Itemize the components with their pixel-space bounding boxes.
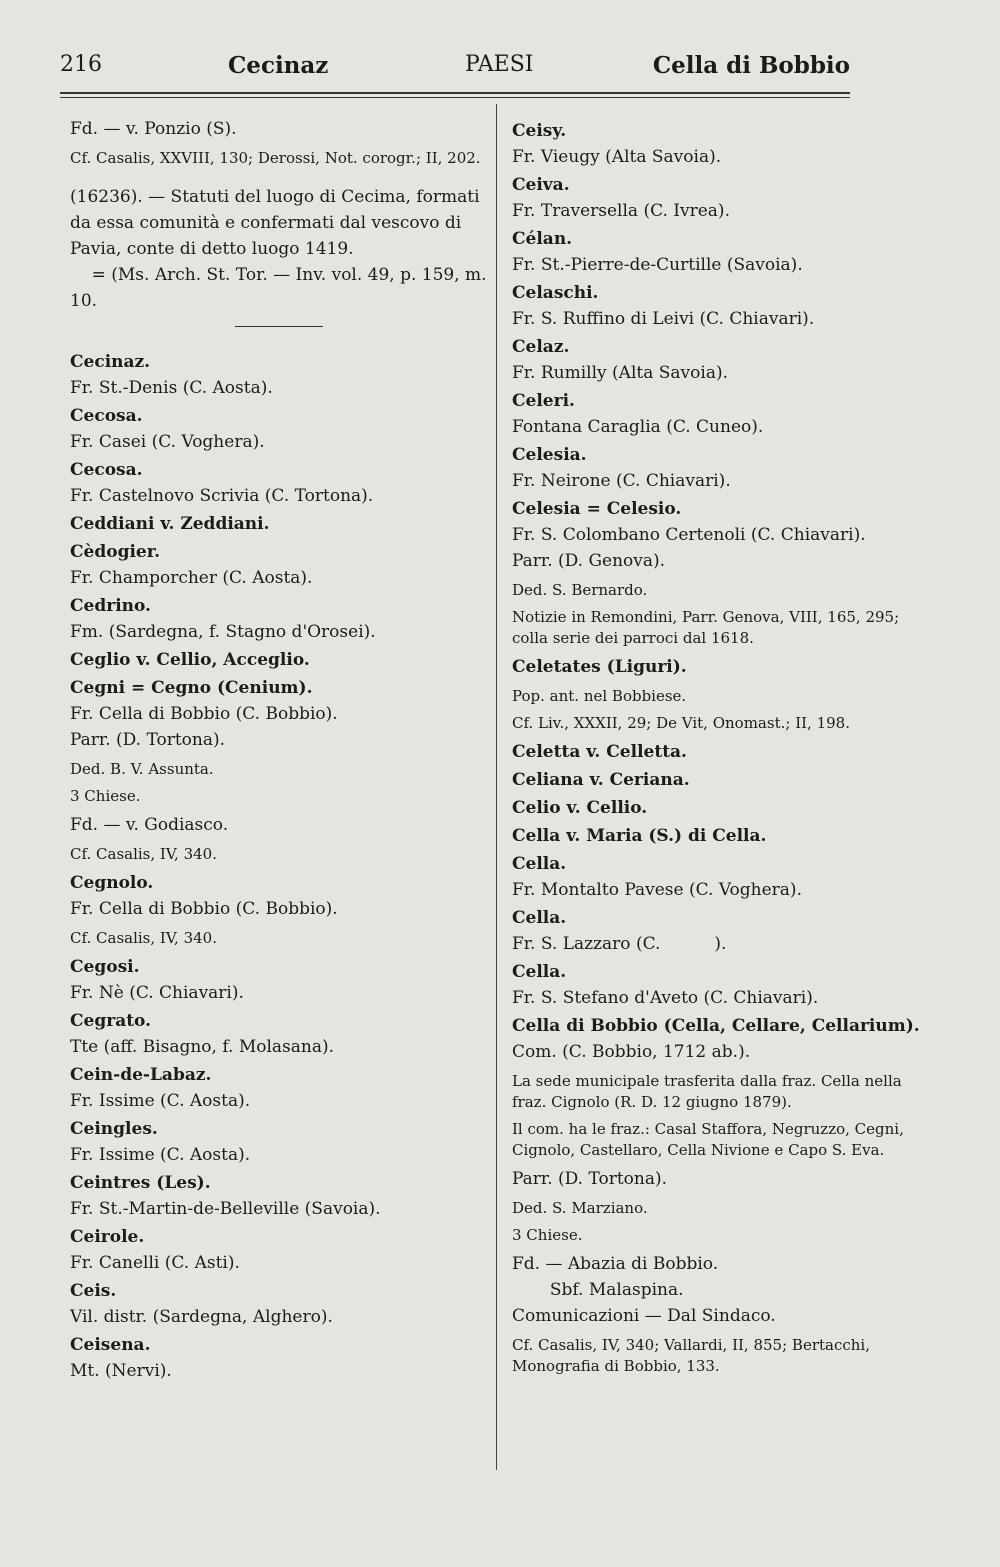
entry-headword: Celeri. — [512, 391, 575, 411]
right-column — [512, 116, 932, 1382]
entry-headword: Ceis. — [70, 1281, 117, 1301]
entry-location: (16236). — Statuti del luogo di Cecima, formati da essa comunità e confermati dal vescovo di Pavia, conte di detto luogo 1419. — [70, 187, 485, 259]
entry-headword: Cella v. Maria (S.) di Cella. — [512, 826, 767, 846]
entry-headword: Ceglio v. Cellio, Acceglio. — [70, 650, 310, 670]
entry-location: Fr. Castelnovo Scrivia (C. Tortona). — [70, 486, 374, 506]
entry-headword: Cegosi. — [70, 957, 140, 977]
running-header — [60, 52, 850, 84]
entry-headword: Cedrino. — [70, 596, 151, 616]
left-running-head: Cecinaz — [228, 52, 329, 79]
entry-headword: Cegrato. — [70, 1011, 152, 1031]
entry-location: Parr. (D. Tortona). — [70, 730, 226, 750]
entry-location: Parr. (D. Genova). — [512, 551, 666, 571]
header-rule-thin — [60, 97, 850, 98]
entry-note: Ded. S. Marziano. — [512, 1199, 648, 1217]
entry-location: Fr. St.-Martin-de-Belleville (Savoia). — [70, 1199, 381, 1219]
entry-headword: Celetta v. Celletta. — [512, 742, 687, 762]
column-divider — [496, 104, 497, 1470]
entry-detail: Parr. (D. Tortona). — [512, 1169, 668, 1189]
entry-location: = (Ms. Arch. St. Tor. — Inv. vol. 49, p. 159, m. 10. — [70, 265, 492, 311]
entry-headword: Ceintres (Les). — [70, 1173, 211, 1193]
entry-headword: Celio v. Cellio. — [512, 798, 648, 818]
page-number: 216 — [60, 52, 102, 77]
entry-headword: Ceirole. — [70, 1227, 145, 1247]
entry-location: Fr. Vieugy (Alta Savoia). — [512, 147, 722, 167]
entry-headword: Ceisena. — [70, 1335, 151, 1355]
entry-headword: Cegni = Cegno (Cenium). — [70, 678, 313, 698]
entry-location: Mt. (Nervi). — [70, 1361, 172, 1381]
entry-location: Fontana Caraglia (C. Cuneo). — [512, 417, 764, 437]
entry-note: La sede municipale trasferita dalla fraz. Cella nella fraz. Cignolo (R. D. 12 giugno 1879). — [512, 1072, 907, 1111]
entry-location: Fm. (Sardegna, f. Stagno d'Orosei). — [70, 622, 376, 642]
entry-detail: Fd. — Abazia di Bobbio. — [512, 1254, 719, 1274]
section-separator — [235, 326, 323, 327]
entry-note: 3 Chiese. — [70, 787, 141, 805]
entry-note: Cf. Casalis, XXVIII, 130; Derossi, Not. corogr.; II, 202. — [70, 149, 481, 167]
entry-location: Fr. Issime (C. Aosta). — [70, 1091, 251, 1111]
left-column — [70, 116, 492, 1384]
entry-location: Fr. S. Colombano Certenoli (C. Chiavari). — [512, 525, 866, 545]
entry-note: 3 Chiese. — [512, 1226, 583, 1244]
entry-headword: Cella di Bobbio (Cella, Cellare, Cellarium). — [512, 1016, 920, 1036]
entry-detail: Comunicazioni — Dal Sindaco. — [512, 1306, 776, 1326]
entry-headword: Celiana v. Ceriana. — [512, 770, 690, 790]
entry-headword: Ceiva. — [512, 175, 570, 195]
entry-location: Fr. Rumilly (Alta Savoia). — [512, 363, 728, 383]
entry-note: Ded. B. V. Assunta. — [70, 760, 214, 778]
entry-note: Il com. ha le fraz.: Casal Staffora, Negruzzo, Cegni, Cignolo, Castellaro, Cella Nivione e Capo S. Eva. — [512, 1120, 909, 1159]
entry-location: Fr. S. Stefano d'Aveto (C. Chiavari). — [512, 988, 819, 1008]
entry-note: Notizie in Remondini, Parr. Genova, VIII, 165, 295; colla serie dei parroci dal 1618. — [512, 608, 904, 647]
entry-location: Fr. Traversella (C. Ivrea). — [512, 201, 730, 221]
right-running-head: Cella di Bobbio — [652, 52, 850, 79]
entry-headword: Cecosa. — [70, 460, 143, 480]
entry-location: Fr. Cella di Bobbio (C. Bobbio). — [70, 704, 338, 724]
entry-location: Fr. S. Ruffino di Leivi (C. Chiavari). — [512, 309, 815, 329]
entry-location: Fr. Neirone (C. Chiavari). — [512, 471, 731, 491]
entry-location: Fr. Nè (C. Chiavari). — [70, 983, 244, 1003]
entry-note: Cf. Casalis, IV, 340. — [70, 929, 217, 947]
entry-note: Cf. Casalis, IV, 340. — [70, 845, 217, 863]
entry-detail: Sbf. Malaspina. — [512, 1280, 684, 1300]
entry-headword: Cèdogier. — [70, 542, 161, 562]
entry-headword: Cecosa. — [70, 406, 143, 426]
entry-headword: Cein-de-Labaz. — [70, 1065, 212, 1085]
entry-location: Fr. Casei (C. Voghera). — [70, 432, 265, 452]
entry-headword: Ceisy. — [512, 121, 567, 141]
entry-location: Fr. Champorcher (C. Aosta). — [70, 568, 313, 588]
entry-headword: Cecinaz. — [70, 352, 151, 372]
spacer — [70, 174, 488, 184]
entry-location: Fr. Cella di Bobbio (C. Bobbio). — [70, 899, 338, 919]
entry-headword: Celesia. — [512, 445, 587, 465]
entry-headword: Celaschi. — [512, 283, 599, 303]
entry-location: Fr. Issime (C. Aosta). — [70, 1145, 251, 1165]
entry-headword: Cegnolo. — [70, 873, 154, 893]
entry-headword: Cella. — [512, 908, 567, 928]
entry-note: Ded. S. Bernardo. — [512, 581, 648, 599]
entry-location: Fr. St.-Pierre-de-Curtille (Savoia). — [512, 255, 803, 275]
center-running-head: PAESI — [465, 52, 534, 77]
entry-location: Fr. S. Lazzaro (C. ). — [512, 934, 727, 954]
entry-location: Tte (aff. Bisagno, f. Molasana). — [70, 1037, 335, 1057]
entry-headword: Ceddiani v. Zeddiani. — [70, 514, 270, 534]
entry-detail: Fd. — v. Ponzio (S). — [70, 119, 237, 139]
entry-headword: Celaz. — [512, 337, 570, 357]
entry-location: Vil. distr. (Sardegna, Alghero). — [70, 1307, 333, 1327]
header-rule-thick — [60, 92, 850, 94]
entry-headword: Cella. — [512, 962, 567, 982]
entry-note: Cf. Casalis, IV, 340; Vallardi, II, 855; Bertacchi, Monografia di Bobbio, 133. — [512, 1336, 875, 1375]
entry-location: Fr. Montalto Pavese (C. Voghera). — [512, 880, 802, 900]
entry-headword: Cella. — [512, 854, 567, 874]
entry-headword: Celesia = Celesio. — [512, 499, 682, 519]
entry-note: Pop. ant. nel Bobbiese. — [512, 687, 687, 705]
entry-headword: Ceingles. — [70, 1119, 158, 1139]
entry-headword: Célan. — [512, 229, 573, 249]
entry-location: Fr. St.-Denis (C. Aosta). — [70, 378, 273, 398]
entry-note: Cf. Liv., XXXII, 29; De Vit, Onomast.; II, 198. — [512, 714, 850, 732]
entry-location: Com. (C. Bobbio, 1712 ab.). — [512, 1042, 751, 1062]
entry-location: Fr. Canelli (C. Asti). — [70, 1253, 240, 1273]
entry-headword: Celetates (Liguri). — [512, 657, 687, 677]
entry-detail: Fd. — v. Godiasco. — [70, 815, 229, 835]
